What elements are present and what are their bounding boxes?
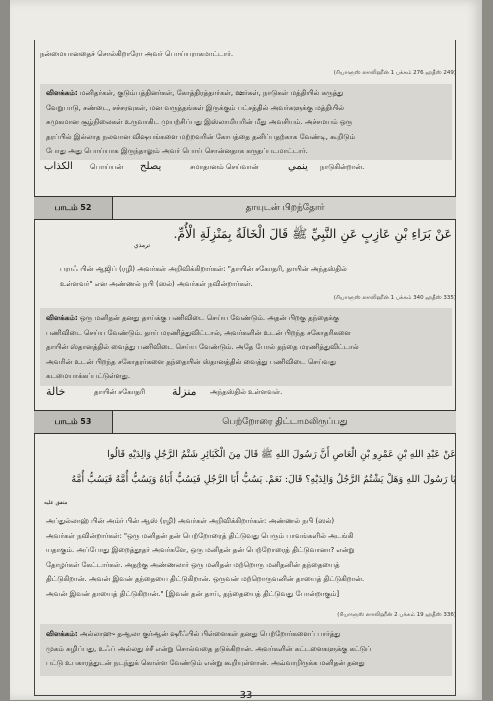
explanation-text: விளக்கம்: அல்லாஹு தஆலா குர்ஆன் ஷரீஃபில் பிள்ளைகள் தனது பெற்றோர்களைப் பார்த்து முகம் சுழிப்பது, உஃப் அல்லது ச்சீ என்று சொல்வதை தடுக்கிறான். அவர்களின் கட்டளைகளுக்கு கட்டுப் பட்டு உபகாரத்துடன் நடந்துக் கொள்ள வேண்டும் என்று கூறியுள்ளான். அவ்வாறிருக்க மனிதன் தனது [46, 630, 372, 667]
vocab-arabic: خالة [46, 385, 66, 398]
explanation-text: விளக்கம்: ஒரு மனிதன் தனது தாய்க்கு பணிவிடை செய்ய வேண்டும். அதன் பிறகு தந்தைக்கு பணிவிடை செய்ய வேண்டும். தாய் மரணித்துவிட்டால், அவர்களின் உடன் பிறந்த சகோதரிகளை தாயின் ஸ்தானத்தில் வைத்து பணிவிடை செய்ய வேண்டும். அதே போல் தந்தை மரணித்துவிட்டால் அவரின் உடன் பிறந்த சகோதரர்களை தந்தையின் ஸ்தானத்தில் வைத்து பணிவிடை செய்வது கடமையாக்கப்பட்டுள்ளது. [46, 314, 359, 380]
vocab-arabic: الكذاب [44, 161, 73, 172]
source-reference: (ரியாளுஸ் ஸாலிஹீன் 1 பக்கம் 276 ஹதீஸ் 249) [333, 70, 456, 76]
hadith-arabic: عَنْ بَرَاءِ بْنِ عَازِبٍ عَنِ النَّبِيِّ ﷺ قَالَ الْخَالَةُ بِمَنْزِلَةِ الْأُمِّ. [173, 226, 452, 241]
explanation-label: விளக்கம்: [46, 89, 78, 97]
vocab-arabic: ينمي [288, 161, 308, 172]
vocab-arabic: يصلح [140, 161, 162, 172]
lesson-52-number: பாடம் 52 [34, 197, 113, 219]
source-reference: (ரியாளுஸ் ஸாலிஹீன் 1 பக்கம் 340 ஹதீஸ் 335) [333, 295, 456, 301]
vocab-meaning: தாயின் சகோதரி [94, 388, 145, 396]
explanation-label: விளக்கம்: [46, 314, 78, 322]
narration-text: பராஃ பின் ஆஜிப் (ரழி) அவர்கள் அறிவிக்கிறார்கள்: "தாயின் சகோதரி, தாயின் அந்தஸ்தில் உள்ளவர்" என அண்ணல் நபி (ஸல்) அவர்கள் நவின்றார்கள். [60, 265, 347, 288]
explanation-label: விளக்கம்: [46, 630, 78, 638]
explanation-text: விளக்கம்: மனிதர்கள், குடும்பத்தினர்கள், கோத்திரத்தார்கள், ஊர்கள், நாடுகள் மத்தியில் கருத்து வேறுபாடு, சண்டை, சச்சரவுகள், மன வருத்தங்கள் இருக்கும் பட்சத்தில் அவர்களுக்கு மத்தியில் சுமுகமான சூழ்நிலைகள் உருவாகிட முயற்சிப்பது இஸ்லாமியரின் மீது அவசியம். அச்சமயம் ஒரு தரப்பில் இல்லாத நலவான விஷயங்களை மற்றவரின் கோபத்தை தனிப்பதற்காக வேண்டி, கூறிடும் போது அது பொய்யாக இருந்தாலும் அவர் பொய் சொன்னதாக கருதப்படமாட்டார். [46, 89, 356, 155]
vocab-meaning: சமாதானம் செய்வான் [190, 163, 259, 171]
hadith-arabic-line-2: يَا رَسُولَ اللهِ وَهَلْ يَشْتُمُ الرَّجُلُ وَالِدَيْهِ؟ قَالَ: نَعَمْ. يَسُبُّ أَبَا الرَّجُلِ فَيَسُبُّ أَبَاهُ وَيَسُبُّ أُمَّهُ فَيَسُبُّ أُمَّهُ [71, 474, 456, 485]
hadith-reference: متفق عليه [44, 500, 68, 506]
lesson-52-title: தாயுடன் பிறந்தோர் [245, 203, 325, 213]
continuation-line: நன்மையானதைச் சொல்கிறாரோ அவர் பொய்யராகமாட்டார். [40, 50, 234, 58]
lesson-53-header [34, 410, 456, 434]
page-number: 33 [239, 690, 253, 701]
vocab-arabic: منزلة [172, 385, 197, 398]
lesson-53-number: பாடம் 53 [34, 411, 113, 433]
narration-text: அப்துல்லாஹ் பின் அம்ர் பின் ஆஸ் (ரழி) அவர்கள் அறிவிக்கிறார்கள்: அண்ணல் நபி (ஸல்) அவர்கள் நவின்றார்கள்: "ஒரு மனிதன் தன் பெற்றோரைத் திட்டுவது பெரும் பாவங்களில் அடங்கி யதாகும். அப்போது இறைத்தூதர் அவர்களே, ஒரு மனிதன் தன் பெற்றோரைத் திட்டுவானா? என்று தோழர்கள் கேட்டார்கள். அதற்கு அண்ணலார் ஒரு மனிதன் மற்றொரு மனிதனின் தந்தையைத் திட்டுகிறான். அவன் இவன் தந்தையை திட்டுகிறான். ஒருவன் மற்றொருவனின் தாயைத் திட்டுகிறான். அவன் இவன் தாயைத் திட்டுகிறான்." [இவன் தன் தாய், தந்தையைத் திட்டுவது போன்றாகும்] [46, 517, 365, 598]
book-page [10, 0, 482, 700]
source-reference: (ரியாளுஸ் ஸாலிஹீன் 2 பக்கம் 19 ஹதீஸ் 336) [337, 612, 456, 618]
hadith-reference: ترمذي [134, 242, 151, 249]
hadith-arabic-line-1: عَنْ عَبْدِ اللهِ بْنِ عَمْرِو بْنِ الْعَاصِ أَنَّ رَسُولَ اللهِ ﷺ قَالَ مِنَ الْكَبَائِرِ شَتْمُ الرَّجُلِ وَالِدَيْهِ قَالُوا [107, 449, 456, 460]
lesson-53-title: பெற்றோரை திட்டாமலிருப்பது [222, 417, 348, 427]
vocab-meaning: அந்தஸ்தில் உள்ளவள். [210, 388, 283, 396]
lesson-52-header [34, 196, 456, 220]
vocab-meaning: பொய்யன் [90, 163, 124, 171]
vocab-meaning: நாடுகின்றான். [320, 163, 365, 171]
